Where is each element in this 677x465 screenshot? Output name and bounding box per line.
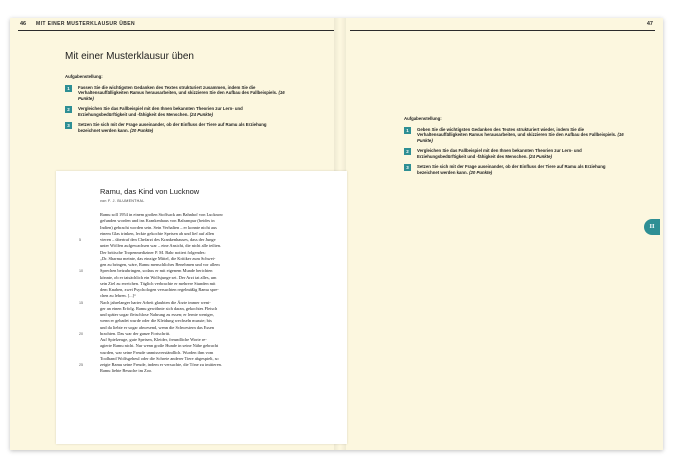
text-line: könnte, ob er tatsächlich ein Wolfsjunge sei. Der Arzt tat alles, um — [100, 274, 217, 280]
left-page-number: 46 — [20, 21, 27, 27]
line-number: 20 — [79, 331, 83, 336]
text-line: Sprechen beizubringen, sodass er mit eigenem Munde berichten — [100, 268, 213, 274]
text-line: unter Wölfen aufgewachsen war – eine Ansicht, die nicht alle teilten. — [100, 243, 222, 249]
task-points: (20 Punkte) — [130, 127, 154, 133]
task-text — [78, 106, 285, 117]
text-line: dem Knaben, zwei Psychologen versuchten regelmäßig Ramu spre- — [100, 287, 219, 292]
task-points: (16 Punkte) — [78, 90, 285, 101]
task-heading: Aufgabenstellung: — [65, 74, 103, 79]
task-item — [404, 127, 624, 144]
source-text-sheet — [56, 171, 347, 444]
right-page-number: 47 — [646, 21, 653, 27]
task-text — [417, 127, 624, 144]
text-line: Nach jahrelanger harter Arbeit glaubten die Ärzte immer weni- — [100, 299, 211, 305]
chapter-side-tab[interactable]: II — [644, 219, 660, 235]
text-line: und später sogar fleischlose Nahrung zu essen; er lernte weniger, — [100, 312, 214, 317]
task-item — [65, 122, 285, 133]
task-text-body: Setzen Sie sich mit der Frage auseinander, ob der Einfluss der Tiere auf Ramu als Erziehung bezeichnet werden kann. — [417, 164, 606, 175]
chapter-title: Mit einer Musterklausur üben — [65, 51, 194, 62]
text-line: Ramu soll 1954 in einem großen Stoffsack am Bahnhof von Lucknow — [100, 212, 224, 217]
task-number-badge: 3 — [65, 122, 72, 129]
text-line: Ramu liebte Besuche im Zoo. — [100, 368, 153, 374]
task-number-badge: 1 — [65, 85, 72, 92]
task-text-body: Geben Sie die wichtigsten Gedanken des Textes strukturiert wieder, indem Sie die Verhaltensauffälligkeiten Ramus herausarbeiten, und skizzieren Sie den Aufbau des Fallbeispiels. — [417, 126, 617, 137]
task-points: (24 Punkte) — [528, 153, 552, 159]
text-line: vieren – übertraf den Chefarzt des Krankenhauses, dass der Junge — [100, 237, 216, 242]
line-number: 15 — [79, 300, 83, 305]
text-line: zeigte Ramu seine Freude, indem er versuchte, die Töne zu imitieren. — [100, 362, 222, 367]
task-number-badge: 2 — [65, 106, 72, 113]
text-line: wurden, war seine Freude unmissverständlich. Wurden ihm vom — [100, 349, 214, 355]
source-text-body — [100, 212, 308, 375]
task-text — [78, 85, 285, 102]
text-line: Toolband Wolfsgeheul oder die Schreie anderer Tiere abgespielt, so — [100, 355, 219, 361]
text-line: brachten. Das war der ganze Fortschritt. — [100, 330, 171, 336]
task-item — [404, 148, 624, 159]
header-rule-left — [18, 30, 334, 31]
task-item — [65, 85, 285, 102]
task-block-right — [404, 116, 624, 180]
source-text-author: von F. J. BLUMENTHAL — [100, 199, 145, 203]
task-text — [78, 122, 285, 133]
task-text-body: Vergleichen Sie das Fallbeispiel mit den Ihnen bekannten Theorien zur Lern- und Erziehungsbedürftigkeit und -fähigkeit des Menschen. — [417, 148, 582, 159]
text-line: ger an einen Erfolg. Ramu gewöhnte sich daran, gekochtes Fleisch — [100, 305, 218, 311]
task-number-badge: 1 — [404, 127, 411, 134]
line-number: 10 — [79, 269, 83, 274]
task-points: (20 Punkte) — [469, 169, 493, 175]
text-line: wenn er gebadet wurde oder die Kleidung wechseln musste; bis — [100, 318, 212, 324]
task-heading: Aufgabenstellung: — [404, 116, 442, 121]
running-head: MIT EINER MUSTERKLAUSUR ÜBEN — [36, 21, 135, 27]
line-number: 25 — [79, 363, 83, 367]
task-item — [404, 164, 624, 175]
header-rule-right — [350, 30, 655, 31]
text-line: agierte Ramu nicht. Nur wenn große Hunde in seine Nähe gebracht — [100, 343, 219, 349]
book-spread — [10, 18, 663, 450]
text-line: Auf Spielzeuge, gute Speisen, Kleider, freundliche Worte re- — [100, 337, 207, 342]
line-number: 5 — [79, 238, 81, 242]
text-line: Indien) gebracht worden sein. Sein Verhalten – er konnte nicht aus — [100, 224, 217, 230]
text-line: sein Ziel zu erreichen. Täglich verbrachte er mehrere Stunden mit — [100, 280, 216, 286]
text-line: einem Glas trinken, leckte gekochte Speisen ab und lief auf allen — [100, 230, 214, 236]
text-line: gen zu bringen, wäre, Ramu menschliches Benehmen und vor allem — [100, 262, 220, 267]
text-line: Der britische Tropenmediziner P. M. Bahr notiert folgendes: — [100, 249, 206, 255]
task-number-badge: 3 — [404, 164, 411, 171]
task-block-left — [65, 74, 285, 138]
task-points: (24 Punkte) — [189, 111, 213, 117]
task-item — [65, 106, 285, 117]
text-line: gefunden worden und ins Krankenhaus von Balrampur (beides in — [100, 218, 215, 224]
task-text — [417, 164, 624, 175]
source-text-title: Ramu, das Kind von Lucknow — [100, 187, 200, 196]
task-text-body: Setzen Sie sich mit der Frage auseinander, ob der Einfluss der Tiere auf Ramu als Erziehung bezeichnet werden kann. — [78, 122, 267, 133]
text-line: „Dr. Sharma meinte, das einzige Mittel, die Kritiker zum Schwei- — [100, 255, 216, 261]
task-text-body: Vergleichen Sie das Fallbeispiel mit den Ihnen bekannten Theorien zur Lern- und Erziehungsbedürftigkeit und -fähigkeit des Menschen. — [78, 106, 243, 117]
task-number-badge: 2 — [404, 148, 411, 155]
text-line: chen zu lehren. [...]“ — [100, 293, 136, 299]
task-text — [417, 148, 624, 159]
text-line: und da liebte er sogar abwesend, wenn die Schwestern das Essen — [100, 324, 214, 330]
task-text-body: Fassen Sie die wichtigsten Gedanken des Textes strukturiert zusammen, indem Sie die Verhaltensauffälligkeiten Ramus herausarbeiten, und skizzieren Sie den Aufbau des Fallbeispiels. — [78, 84, 278, 95]
task-points: (16 Punkte) — [417, 132, 624, 143]
